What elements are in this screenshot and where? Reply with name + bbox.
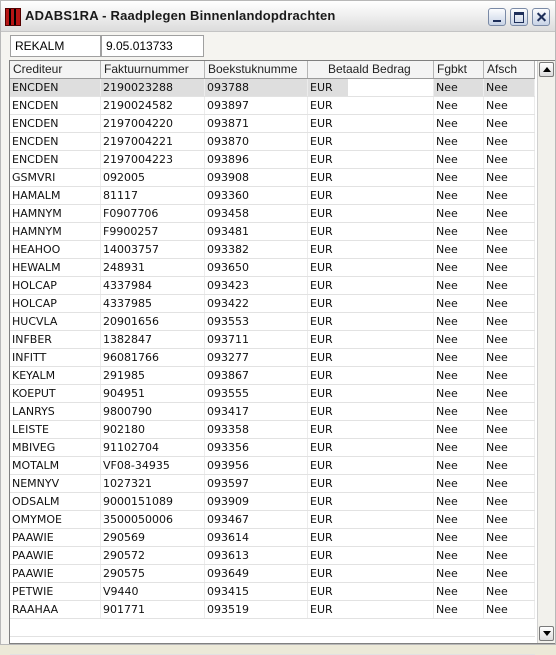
cell-faktuurnummer[interactable]: 2197004220 xyxy=(101,115,205,132)
cell-afsch[interactable]: Nee xyxy=(484,349,535,366)
cell-boekstuknummer[interactable]: 093871 xyxy=(205,115,308,132)
cell-faktuurnummer[interactable]: 14003757 xyxy=(101,241,205,258)
cell-betaald-bedrag[interactable] xyxy=(348,349,434,366)
close-button[interactable] xyxy=(532,8,550,26)
cell-fgbkt[interactable]: Nee xyxy=(434,223,484,240)
cell-valuta[interactable]: EUR xyxy=(310,405,333,418)
column-header-crediteur[interactable]: Crediteur xyxy=(10,61,101,78)
cell-faktuurnummer[interactable]: 2190024582 xyxy=(101,97,205,114)
cell-faktuurnummer[interactable]: 2197004223 xyxy=(101,151,205,168)
cell-faktuurnummer[interactable]: 1027321 xyxy=(101,475,205,492)
cell-betaald-bedrag[interactable] xyxy=(348,385,434,402)
cell-boekstuknummer[interactable]: 093867 xyxy=(205,367,308,384)
cell-valuta[interactable]: EUR xyxy=(310,189,333,202)
cell-boekstuknummer[interactable]: 093956 xyxy=(205,457,308,474)
cell-fgbkt[interactable]: Nee xyxy=(434,241,484,258)
cell-betaald-bedrag[interactable] xyxy=(348,511,434,528)
cell-boekstuknummer[interactable]: 093650 xyxy=(205,259,308,276)
cell-fgbkt[interactable]: Nee xyxy=(434,583,484,600)
cell-valuta[interactable]: EUR xyxy=(310,603,333,616)
cell-afsch[interactable]: Nee xyxy=(484,241,535,258)
cell-valuta[interactable]: EUR xyxy=(310,81,333,94)
table-row[interactable] xyxy=(10,349,535,367)
table-row[interactable] xyxy=(10,79,535,97)
cell-crediteur[interactable]: INFBER xyxy=(10,331,101,348)
cell-boekstuknummer[interactable]: 093519 xyxy=(205,601,308,618)
cell-crediteur[interactable]: OMYMOE xyxy=(10,511,101,528)
cell-faktuurnummer[interactable]: 2197004221 xyxy=(101,133,205,150)
cell-fgbkt[interactable]: Nee xyxy=(434,457,484,474)
cell-faktuurnummer[interactable]: 20901656 xyxy=(101,313,205,330)
cell-crediteur[interactable]: KEYALM xyxy=(10,367,101,384)
title-bar[interactable] xyxy=(1,1,555,32)
column-header-afsch[interactable]: Afsch xyxy=(484,61,535,78)
cell-boekstuknummer[interactable]: 093896 xyxy=(205,151,308,168)
cell-faktuurnummer[interactable]: 96081766 xyxy=(101,349,205,366)
cell-faktuurnummer[interactable]: 3500050006 xyxy=(101,511,205,528)
cell-valuta[interactable]: EUR xyxy=(310,459,333,472)
cell-fgbkt[interactable]: Nee xyxy=(434,277,484,294)
cell-afsch[interactable]: Nee xyxy=(484,529,535,546)
cell-faktuurnummer[interactable]: 91102704 xyxy=(101,439,205,456)
cell-crediteur[interactable]: NEMNYV xyxy=(10,475,101,492)
cell-crediteur[interactable]: RAAHAA xyxy=(10,601,101,618)
cell-boekstuknummer[interactable]: 093415 xyxy=(205,583,308,600)
cell-faktuurnummer[interactable]: 291985 xyxy=(101,367,205,384)
cell-faktuurnummer[interactable]: 290569 xyxy=(101,529,205,546)
cell-betaald-bedrag[interactable] xyxy=(348,547,434,564)
cell-afsch[interactable]: Nee xyxy=(484,313,535,330)
cell-boekstuknummer[interactable]: 093870 xyxy=(205,133,308,150)
cell-faktuurnummer[interactable]: 81117 xyxy=(101,187,205,204)
cell-crediteur[interactable]: HEAHOO xyxy=(10,241,101,258)
cell-betaald-bedrag[interactable] xyxy=(348,475,434,492)
cell-boekstuknummer[interactable]: 093277 xyxy=(205,349,308,366)
table-row[interactable] xyxy=(10,169,535,187)
cell-afsch[interactable]: Nee xyxy=(484,331,535,348)
cell-afsch[interactable]: Nee xyxy=(484,565,535,582)
cell-betaald-bedrag[interactable] xyxy=(348,277,434,294)
cell-faktuurnummer[interactable]: 901771 xyxy=(101,601,205,618)
cell-crediteur[interactable]: HOLCAP xyxy=(10,295,101,312)
table-row[interactable] xyxy=(10,133,535,151)
cell-crediteur[interactable]: HAMALM xyxy=(10,187,101,204)
cell-faktuurnummer[interactable]: 248931 xyxy=(101,259,205,276)
cell-valuta[interactable]: EUR xyxy=(310,531,333,544)
cell-fgbkt[interactable]: Nee xyxy=(434,403,484,420)
cell-faktuurnummer[interactable]: F0907706 xyxy=(101,205,205,222)
cell-faktuurnummer[interactable]: 902180 xyxy=(101,421,205,438)
rekening-code-field[interactable]: REKALM xyxy=(10,35,101,57)
cell-boekstuknummer[interactable]: 093481 xyxy=(205,223,308,240)
cell-faktuurnummer[interactable]: 4337984 xyxy=(101,277,205,294)
cell-betaald-bedrag[interactable] xyxy=(348,439,434,456)
vertical-scrollbar[interactable] xyxy=(537,61,555,643)
table-row[interactable] xyxy=(10,565,535,583)
table-row[interactable] xyxy=(10,331,535,349)
cell-valuta[interactable]: EUR xyxy=(310,333,333,346)
cell-crediteur[interactable]: ENCDEN xyxy=(10,97,101,114)
cell-faktuurnummer[interactable]: 2190023288 xyxy=(101,79,205,96)
cell-afsch[interactable]: Nee xyxy=(484,493,535,510)
cell-crediteur[interactable]: INFITT xyxy=(10,349,101,366)
cell-faktuurnummer[interactable]: 904951 xyxy=(101,385,205,402)
cell-boekstuknummer[interactable]: 093467 xyxy=(205,511,308,528)
cell-fgbkt[interactable]: Nee xyxy=(434,115,484,132)
cell-betaald-bedrag[interactable] xyxy=(348,151,434,168)
cell-valuta[interactable]: EUR xyxy=(310,225,333,238)
cell-faktuurnummer[interactable]: 9000151089 xyxy=(101,493,205,510)
cell-betaald-bedrag[interactable] xyxy=(348,565,434,582)
cell-afsch[interactable]: Nee xyxy=(484,457,535,474)
cell-boekstuknummer[interactable]: 093417 xyxy=(205,403,308,420)
cell-boekstuknummer[interactable]: 093555 xyxy=(205,385,308,402)
cell-faktuurnummer[interactable]: 9800790 xyxy=(101,403,205,420)
cell-betaald-bedrag[interactable] xyxy=(348,187,434,204)
cell-betaald-bedrag[interactable] xyxy=(348,133,434,150)
cell-fgbkt[interactable]: Nee xyxy=(434,601,484,618)
table-row[interactable] xyxy=(10,367,535,385)
cell-boekstuknummer[interactable]: 093788 xyxy=(205,79,308,96)
table-row[interactable] xyxy=(10,583,535,601)
cell-valuta[interactable]: EUR xyxy=(310,441,333,454)
cell-crediteur[interactable]: MOTALM xyxy=(10,457,101,474)
cell-fgbkt[interactable]: Nee xyxy=(434,187,484,204)
cell-faktuurnummer[interactable]: 092005 xyxy=(101,169,205,186)
grid-header xyxy=(10,61,535,79)
cell-fgbkt[interactable]: Nee xyxy=(434,385,484,402)
cell-betaald-bedrag[interactable] xyxy=(348,313,434,330)
cell-crediteur[interactable]: HUCVLA xyxy=(10,313,101,330)
cell-afsch[interactable]: Nee xyxy=(484,421,535,438)
cell-valuta[interactable]: EUR xyxy=(310,153,333,166)
cell-crediteur[interactable]: LEISTE xyxy=(10,421,101,438)
cell-betaald-bedrag[interactable] xyxy=(348,457,434,474)
cell-afsch[interactable]: Nee xyxy=(484,151,535,168)
cell-crediteur[interactable]: PETWIE xyxy=(10,583,101,600)
cell-fgbkt[interactable]: Nee xyxy=(434,97,484,114)
cell-valuta[interactable]: EUR xyxy=(310,171,333,184)
table-row[interactable] xyxy=(10,115,535,133)
cell-afsch[interactable]: Nee xyxy=(484,601,535,618)
cell-betaald-bedrag[interactable] xyxy=(348,115,434,132)
scroll-down-arrow-icon[interactable] xyxy=(539,626,554,641)
cell-afsch[interactable]: Nee xyxy=(484,295,535,312)
cell-betaald-bedrag[interactable] xyxy=(348,403,434,420)
cell-fgbkt[interactable]: Nee xyxy=(434,565,484,582)
cell-valuta[interactable]: EUR xyxy=(310,513,333,526)
cell-afsch[interactable]: Nee xyxy=(484,583,535,600)
empty-row xyxy=(10,619,535,637)
cell-valuta[interactable]: EUR xyxy=(310,117,333,130)
cell-faktuurnummer[interactable]: VF08-34935 xyxy=(101,457,205,474)
cell-valuta[interactable]: EUR xyxy=(310,477,333,490)
cell-betaald-bedrag[interactable] xyxy=(348,601,434,618)
column-header-fgbkt[interactable]: Fgbkt xyxy=(434,61,484,78)
cell-afsch[interactable]: Nee xyxy=(484,79,535,96)
cell-crediteur[interactable]: LANRYS xyxy=(10,403,101,420)
cell-valuta[interactable]: EUR xyxy=(310,585,333,598)
cell-fgbkt[interactable]: Nee xyxy=(434,151,484,168)
cell-valuta[interactable]: EUR xyxy=(310,495,333,508)
cell-fgbkt[interactable]: Nee xyxy=(434,133,484,150)
cell-betaald-bedrag[interactable] xyxy=(348,493,434,510)
cell-fgbkt[interactable]: Nee xyxy=(434,421,484,438)
table-row[interactable] xyxy=(10,241,535,259)
cell-betaald-bedrag[interactable] xyxy=(348,367,434,384)
cell-boekstuknummer[interactable]: 093553 xyxy=(205,313,308,330)
cell-valuta[interactable]: EUR xyxy=(310,351,333,364)
cell-crediteur[interactable]: ENCDEN xyxy=(10,79,101,96)
cell-fgbkt[interactable]: Nee xyxy=(434,475,484,492)
cell-afsch[interactable]: Nee xyxy=(484,511,535,528)
cell-boekstuknummer[interactable]: 093613 xyxy=(205,547,308,564)
cell-valuta[interactable]: EUR xyxy=(310,315,333,328)
cell-afsch[interactable]: Nee xyxy=(484,133,535,150)
cell-faktuurnummer[interactable]: 1382847 xyxy=(101,331,205,348)
table-row[interactable] xyxy=(10,151,535,169)
cell-boekstuknummer[interactable]: 093382 xyxy=(205,241,308,258)
cell-valuta[interactable]: EUR xyxy=(310,261,333,274)
column-header-betaald-bedrag[interactable]: Betaald Bedrag xyxy=(308,61,434,78)
cell-boekstuknummer[interactable]: 093897 xyxy=(205,97,308,114)
cell-crediteur[interactable]: HOLCAP xyxy=(10,277,101,294)
cell-fgbkt[interactable]: Nee xyxy=(434,205,484,222)
table-row[interactable] xyxy=(10,97,535,115)
opdrachten-grid[interactable] xyxy=(9,60,555,644)
cell-valuta[interactable]: EUR xyxy=(310,297,333,310)
table-row[interactable] xyxy=(10,547,535,565)
table-row[interactable] xyxy=(10,187,535,205)
cell-faktuurnummer[interactable]: 4337985 xyxy=(101,295,205,312)
cell-fgbkt[interactable]: Nee xyxy=(434,439,484,456)
cell-faktuurnummer[interactable]: 290575 xyxy=(101,565,205,582)
empty-row xyxy=(10,637,535,655)
table-row[interactable] xyxy=(10,385,535,403)
cell-crediteur[interactable]: MBIVEG xyxy=(10,439,101,456)
cell-betaald-bedrag[interactable] xyxy=(348,421,434,438)
cell-afsch[interactable]: Nee xyxy=(484,475,535,492)
cell-afsch[interactable]: Nee xyxy=(484,277,535,294)
cell-betaald-bedrag[interactable] xyxy=(348,223,434,240)
table-row[interactable] xyxy=(10,457,535,475)
scroll-up-arrow-icon[interactable] xyxy=(539,62,554,77)
cell-fgbkt[interactable]: Nee xyxy=(434,295,484,312)
cell-crediteur[interactable]: ODSALM xyxy=(10,493,101,510)
cell-betaald-bedrag[interactable] xyxy=(348,79,434,96)
cell-fgbkt[interactable]: Nee xyxy=(434,547,484,564)
cell-valuta[interactable]: EUR xyxy=(310,387,333,400)
table-row[interactable] xyxy=(10,439,535,457)
table-row[interactable] xyxy=(10,529,535,547)
cell-afsch[interactable]: Nee xyxy=(484,385,535,402)
cell-crediteur[interactable]: PAAWIE xyxy=(10,547,101,564)
cell-valuta[interactable]: EUR xyxy=(310,99,333,112)
cell-afsch[interactable]: Nee xyxy=(484,115,535,132)
cell-boekstuknummer[interactable]: 093422 xyxy=(205,295,308,312)
cell-crediteur[interactable]: PAAWIE xyxy=(10,529,101,546)
cell-faktuurnummer[interactable]: 290572 xyxy=(101,547,205,564)
table-row[interactable] xyxy=(10,601,535,619)
cell-boekstuknummer[interactable]: 093711 xyxy=(205,331,308,348)
cell-afsch[interactable]: Nee xyxy=(484,187,535,204)
cell-crediteur[interactable]: PAAWIE xyxy=(10,565,101,582)
cell-fgbkt[interactable]: Nee xyxy=(434,331,484,348)
cell-betaald-bedrag[interactable] xyxy=(348,205,434,222)
cell-boekstuknummer[interactable]: 093458 xyxy=(205,205,308,222)
cell-fgbkt[interactable]: Nee xyxy=(434,511,484,528)
cell-valuta[interactable]: EUR xyxy=(310,369,333,382)
minimize-button[interactable] xyxy=(488,8,506,26)
cell-boekstuknummer[interactable]: 093909 xyxy=(205,493,308,510)
cell-valuta[interactable]: EUR xyxy=(310,279,333,292)
table-row[interactable] xyxy=(10,223,535,241)
cell-boekstuknummer[interactable]: 093360 xyxy=(205,187,308,204)
cell-betaald-bedrag[interactable] xyxy=(348,169,434,186)
cell-boekstuknummer[interactable]: 093908 xyxy=(205,169,308,186)
cell-afsch[interactable]: Nee xyxy=(484,403,535,420)
rekening-number-field[interactable]: 9.05.013733 xyxy=(101,35,204,57)
cell-faktuurnummer[interactable]: V9440 xyxy=(101,583,205,600)
cell-fgbkt[interactable]: Nee xyxy=(434,169,484,186)
cell-afsch[interactable]: Nee xyxy=(484,205,535,222)
cell-fgbkt[interactable]: Nee xyxy=(434,79,484,96)
cell-afsch[interactable]: Nee xyxy=(484,367,535,384)
cell-afsch[interactable]: Nee xyxy=(484,259,535,276)
column-header-boekstuknummer[interactable]: Boekstuknumme xyxy=(205,61,308,78)
cell-betaald-bedrag[interactable] xyxy=(348,241,434,258)
cell-boekstuknummer[interactable]: 093356 xyxy=(205,439,308,456)
table-row[interactable] xyxy=(10,205,535,223)
cell-betaald-bedrag[interactable] xyxy=(348,529,434,546)
cell-afsch[interactable]: Nee xyxy=(484,97,535,114)
cell-betaald-bedrag[interactable] xyxy=(348,583,434,600)
table-row[interactable] xyxy=(10,259,535,277)
cell-crediteur[interactable]: HAMNYM xyxy=(10,223,101,240)
cell-valuta[interactable]: EUR xyxy=(310,243,333,256)
cell-faktuurnummer[interactable]: F9900257 xyxy=(101,223,205,240)
column-header-faktuurnummer[interactable]: Faktuurnummer xyxy=(101,61,205,78)
cell-fgbkt[interactable]: Nee xyxy=(434,349,484,366)
cell-betaald-bedrag[interactable] xyxy=(348,259,434,276)
cell-crediteur[interactable]: KOEPUT xyxy=(10,385,101,402)
cell-crediteur[interactable]: ENCDEN xyxy=(10,115,101,132)
cell-valuta[interactable]: EUR xyxy=(310,207,333,220)
cell-fgbkt[interactable]: Nee xyxy=(434,367,484,384)
cell-fgbkt[interactable]: Nee xyxy=(434,259,484,276)
table-row[interactable] xyxy=(10,277,535,295)
cell-valuta[interactable]: EUR xyxy=(310,135,333,148)
cell-boekstuknummer[interactable]: 093649 xyxy=(205,565,308,582)
cell-valuta[interactable]: EUR xyxy=(310,567,333,580)
cell-valuta[interactable]: EUR xyxy=(310,423,333,436)
cell-fgbkt[interactable]: Nee xyxy=(434,529,484,546)
cell-boekstuknummer[interactable]: 093597 xyxy=(205,475,308,492)
cell-crediteur[interactable]: ENCDEN xyxy=(10,151,101,168)
table-row[interactable] xyxy=(10,295,535,313)
cell-betaald-bedrag[interactable] xyxy=(348,295,434,312)
cell-boekstuknummer[interactable]: 093423 xyxy=(205,277,308,294)
cell-betaald-bedrag[interactable] xyxy=(348,97,434,114)
table-row[interactable] xyxy=(10,403,535,421)
table-row[interactable] xyxy=(10,313,535,331)
cell-crediteur[interactable]: HAMNYM xyxy=(10,205,101,222)
cell-afsch[interactable]: Nee xyxy=(484,547,535,564)
cell-afsch[interactable]: Nee xyxy=(484,169,535,186)
app-icon xyxy=(5,8,21,26)
cell-crediteur[interactable]: ENCDEN xyxy=(10,133,101,150)
maximize-button[interactable] xyxy=(510,8,528,26)
table-row[interactable] xyxy=(10,475,535,493)
window-title: ADABS1RA - Raadplegen Binnenlandopdrachten xyxy=(25,8,336,23)
cell-crediteur[interactable]: HEWALM xyxy=(10,259,101,276)
cell-afsch[interactable]: Nee xyxy=(484,439,535,456)
cell-valuta[interactable]: EUR xyxy=(310,549,333,562)
cell-afsch[interactable]: Nee xyxy=(484,223,535,240)
cell-crediteur[interactable]: GSMVRI xyxy=(10,169,101,186)
cell-fgbkt[interactable]: Nee xyxy=(434,493,484,510)
cell-boekstuknummer[interactable]: 093358 xyxy=(205,421,308,438)
cell-fgbkt[interactable]: Nee xyxy=(434,313,484,330)
table-row[interactable] xyxy=(10,493,535,511)
table-row[interactable] xyxy=(10,511,535,529)
cell-boekstuknummer[interactable]: 093614 xyxy=(205,529,308,546)
cell-betaald-bedrag[interactable] xyxy=(348,331,434,348)
table-row[interactable] xyxy=(10,421,535,439)
